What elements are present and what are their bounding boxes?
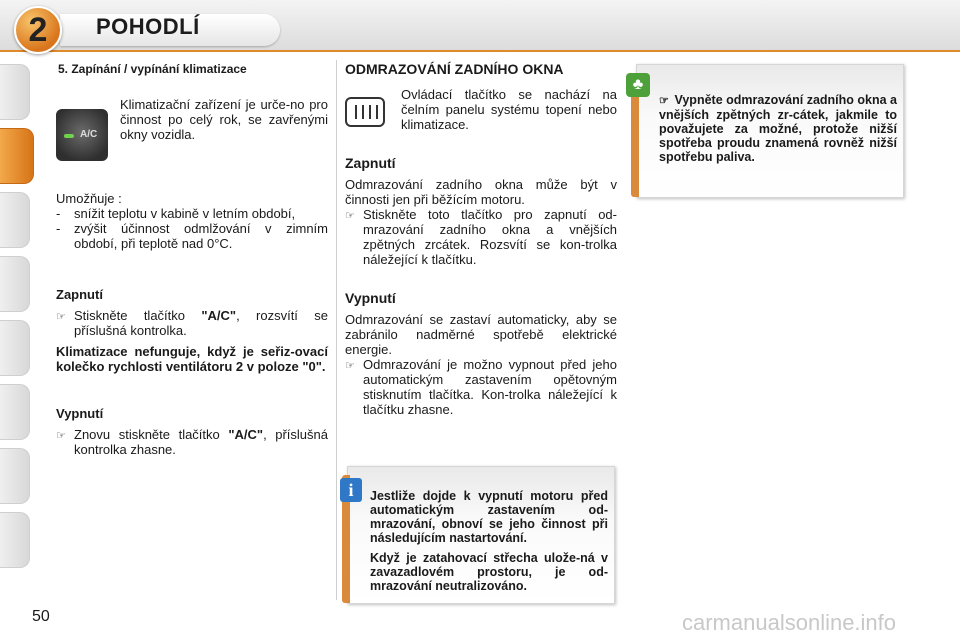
eco-note-box	[636, 64, 904, 198]
hand-pointer-icon: ☞	[345, 210, 355, 222]
side-tab[interactable]	[0, 448, 30, 504]
rear-defrost-title: ODMRAZOVÁNÍ ZADNÍHO OKNA	[345, 61, 564, 77]
middle-column	[345, 62, 617, 417]
indicator-light-icon	[64, 134, 74, 138]
side-tab[interactable]	[0, 192, 30, 248]
chapter-number-badge: 2	[14, 6, 62, 54]
defrost-intro: Ovládací tlačítko se nachází na čelním panelu systému topení nebo klimatizace.	[401, 87, 617, 132]
eco-tree-icon: ♣	[626, 73, 650, 97]
eco-note-text: Vypněte odmrazování zadního okna a vnějších zpětných zr-cátek, jakmile to považujete za možné, protože nižší spotřeba proudu znamená rovněž nižší spotřebu paliva.	[659, 93, 897, 164]
side-tab[interactable]	[0, 320, 30, 376]
mid-on-title: Zapnutí	[345, 155, 396, 171]
list-item: ☞ Stiskněte tlačítko "A/C", rozsvítí se příslušná kontrolka.	[56, 308, 328, 338]
side-tab-active[interactable]	[0, 128, 34, 184]
watermark: carmanualsonline.info	[682, 610, 897, 635]
chapter-title: POHODLÍ	[96, 14, 200, 39]
section-heading: 5. Zapínání / vypínání klimatizace	[58, 62, 247, 76]
mid-on-text: Odmrazování zadního okna může být v činnosti jen při běžícím motoru.	[345, 177, 617, 207]
side-tabs	[0, 64, 30, 576]
side-tab[interactable]	[0, 512, 30, 568]
left-column	[56, 62, 328, 457]
mid-off-text: Odmrazování se zastaví automaticky, aby se zabránilo nadměrné spotřebě elektrické energie.	[345, 312, 617, 357]
column-divider	[336, 60, 337, 600]
side-tab[interactable]	[0, 256, 30, 312]
on-title: Zapnutí	[56, 287, 103, 302]
info-icon: i	[340, 478, 362, 502]
header-divider	[0, 50, 960, 52]
info-note-text-1: Jestliže dojde k vypnutí motoru před automatickým zastavením od-mrazování, obnoví se jeho činnost při následujícím nastartování.	[370, 489, 608, 545]
list-item: - zvýšit účinnost odmlžování v zimním období, při teplotě nad 0°C.	[56, 221, 328, 251]
rear-defrost-icon	[345, 97, 385, 127]
list-item: ☞ Odmrazování je možno vypnout před jeho automatickým zastavením opětovným stisknutím tlačítka. Kon-trolka náležející k tlačítku zhasne.	[345, 357, 617, 417]
ac-button-icon	[56, 109, 108, 161]
enables-label: Umožňuje :	[56, 191, 122, 206]
ac-icon-label: A/C	[80, 129, 98, 140]
fan-warning: Klimatizace nefunguje, když je seřiz-ovací kolečko rychlosti ventilátoru 2 v poloze "0".	[56, 344, 328, 374]
list-item: ☞ Znovu stiskněte tlačítko "A/C", příslušná kontrolka zhasne.	[56, 427, 328, 457]
hand-pointer-icon: ☞	[56, 311, 66, 323]
hand-pointer-icon: ☞	[345, 360, 355, 372]
off-title: Vypnutí	[56, 406, 104, 421]
side-tab[interactable]	[0, 384, 30, 440]
hand-pointer-icon: ☞	[56, 430, 66, 442]
page-number: 50	[32, 608, 50, 625]
list-item: - snížit teplotu v kabině v letním období,	[56, 206, 296, 221]
ac-intro-text: Klimatizační zařízení je urče-no pro činnost po celý rok, se zavřenými okny vozidla.	[120, 97, 328, 142]
side-tab[interactable]	[0, 64, 30, 120]
info-note-text-2: Když je zatahovací střecha ulože-ná v zavazadlovém prostoru, je od-mrazování neutralizováno.	[370, 551, 608, 593]
mid-off-title: Vypnutí	[345, 290, 396, 306]
info-note-box	[347, 466, 615, 604]
hand-pointer-icon: ☞	[659, 95, 669, 107]
list-item: ☞ Stiskněte toto tlačítko pro zapnutí od-mrazování zadního okna a vnějších zpětných zrcátek. Rozsvítí se kon-trolka náležející k tlačítku.	[345, 207, 617, 267]
